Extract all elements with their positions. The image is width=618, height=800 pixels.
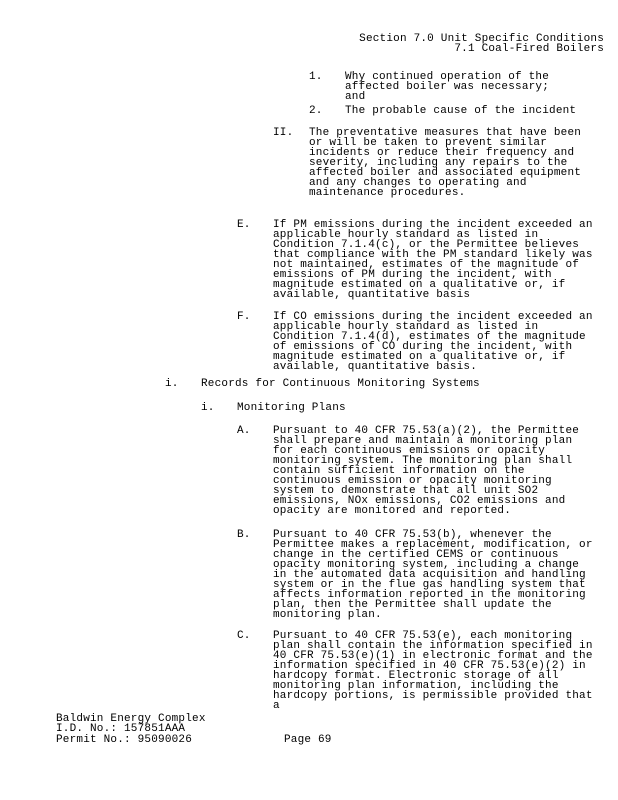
item-label: i. xyxy=(165,378,179,390)
footer-facility: Baldwin Energy Complex xyxy=(56,713,206,725)
section-heading: Records for Continuous Monitoring Systems xyxy=(201,378,480,390)
item-label: F. xyxy=(237,311,251,323)
item-label: E. xyxy=(237,219,251,231)
item-label: C. xyxy=(237,630,251,642)
item-label: II. xyxy=(273,127,294,139)
item-label: 2. xyxy=(309,105,323,117)
subsection-header: 7.1 Coal-Fired Boilers xyxy=(454,43,604,55)
item-label: 1. xyxy=(309,71,323,83)
item-text: The preventative measures that have been or will be taken to prevent similar incidents or reduce their frequency and severity, including any repairs to the affected boiler and associated equipment and any changes to operating and maintenance procedures. xyxy=(309,127,582,199)
footer-permit: Permit No.: 95090026 xyxy=(56,734,193,746)
item-text: If PM emissions during the incident exceeded an applicable hourly standard as listed in Condition 7.1.4(c), or the Permittee believes that compliance with the PM standard likely was not maintained, estimates of the magnitude of emissions of PM during the incident, with magnitude estimated on a qualitative or, if available, quantitative basis xyxy=(273,219,593,301)
item-label: i. xyxy=(201,402,215,414)
footer-id: I.D. No.: 157851AAA xyxy=(56,723,186,735)
item-text: If CO emissions during the incident exceeded an applicable hourly standard as listed in Condition 7.1.4(d), estimates of the magnitude of emissions of CO during the incident, with magnitude estimated on a qualitative or, if available, quantitative basis. xyxy=(273,311,593,373)
page-number: Page 69 xyxy=(284,734,332,746)
item-text: Pursuant to 40 CFR 75.53(e), each monitoring plan shall contain the information specified in 40 CFR 75.53(e)(1) in electronic format and the information specified in 40 CFR 75.53(e)(2) in hardcopy format. Electronic storage of all monitoring plan information, including the hardcopy portions, is permissible provided that a xyxy=(273,630,593,712)
item-text: Why continued operation of the affected boiler was necessary; and xyxy=(345,71,550,103)
section-header: Section 7.0 Unit Specific Conditions xyxy=(359,33,604,45)
item-text: Pursuant to 40 CFR 75.53(a)(2), the Permittee shall prepare and maintain a monitoring plan for each continuous emissions or opacity monitoring system. The monitoring plan shall contain sufficient information on the continuous emission or opacity monitoring system to demonstrate that all unit SO2 emissions, NOx emissions, CO2 emissions and opacity are monitored and reported. xyxy=(273,425,580,517)
item-label: B. xyxy=(237,529,251,541)
item-text: Pursuant to 40 CFR 75.53(b), whenever the Permittee makes a replacement, modification, or change in the certified CEMS or continuous opacity monitoring system, including a change in the automated data acquisition and handling system or in the flue gas handling system that affects information reported in the monitoring plan, then the Permittee shall update the monitoring plan. xyxy=(273,529,593,621)
subsection-heading: Monitoring Plans xyxy=(237,402,346,414)
item-label: A. xyxy=(237,425,251,437)
item-text: The probable cause of the incident xyxy=(345,105,577,117)
